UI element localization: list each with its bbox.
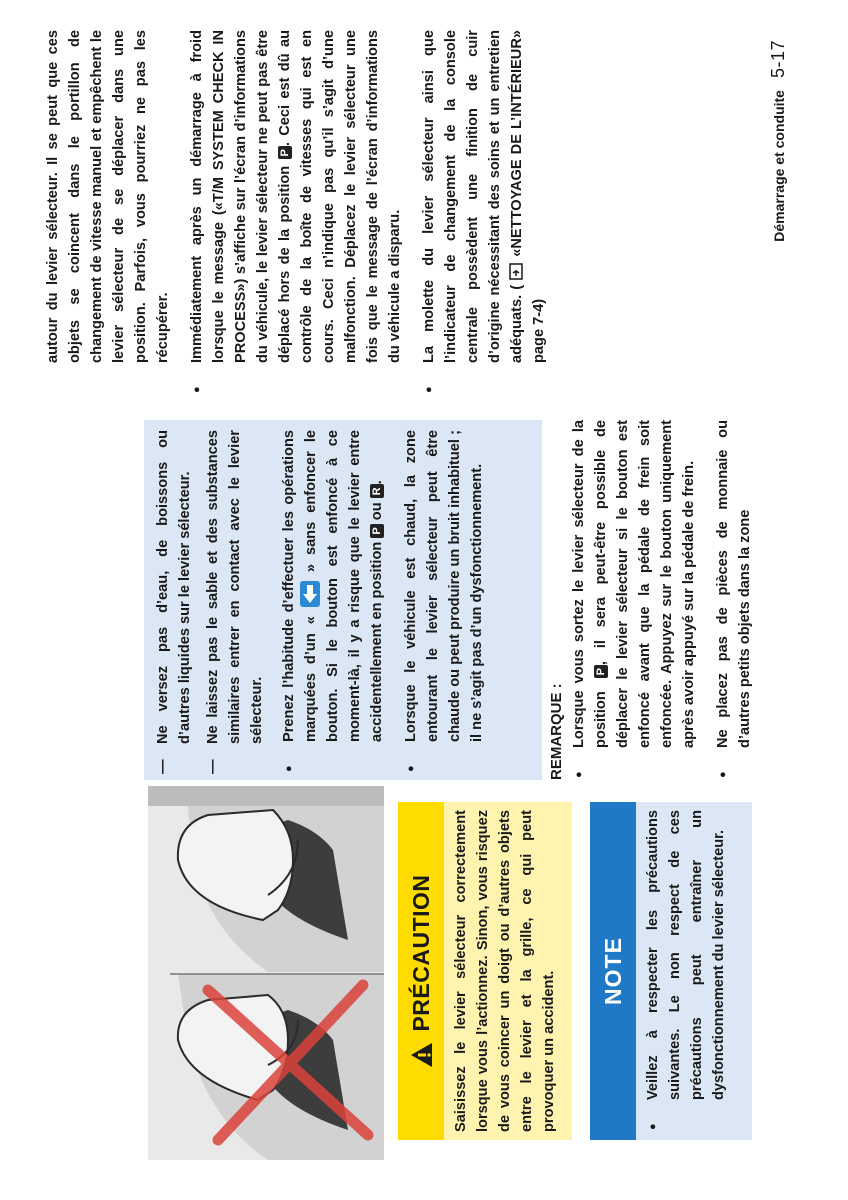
remarque-1-after: , il sera peut-être possible de déplacer le levier sélecteur si le bouton est enfoncé avant que la pédale de frein soit enfoncée. Appuyez sur le bouton uniquement après avoir appuyé sur la pédale de frein.	[593, 420, 697, 748]
precaution-body	[444, 802, 572, 1140]
grip-illustration	[148, 786, 384, 1160]
page-number: 5-17	[768, 40, 788, 79]
remarque-item-2: ● Ne placez pas de pièces de monnaie ou d’autres petits objets dans la zone	[712, 420, 756, 780]
position-r-badge: R	[370, 484, 384, 498]
note-title: NOTE	[599, 937, 626, 1005]
tm-text-before: Immédiatement après un démarrage à froid lorsque le message («T/M SYSTEM CHECK IN PROCESS») s’affiche sur l’écran d’informations du véhicule, le levier sélecteur ne peut pas être déplacé hors de la position	[189, 30, 293, 363]
shift-arrow-icon	[300, 581, 320, 607]
habit-text-before: Prenez l’habitude d’effectuer les opérations marquées d’un «	[281, 430, 319, 742]
knob-text-before: La molette du levier sélecteur ainsi que l’indicateur de changement de la console centrale possèdent une finition de cuir d’origine nécessitant des soins et un entretien adéquats. (	[421, 30, 525, 363]
note-header	[590, 802, 636, 1140]
remarque-title: REMARQUE :	[548, 683, 565, 780]
note-dash-item-sand: — Ne laissez pas le sable et des substances similaires entrer en contact avec le levier sélecteur.	[202, 430, 268, 774]
habit-text-after: » sans enfoncer le bouton. Si le bouton est enfoncé à ce moment-là, il y a risque que le levier entre accidentellement en position	[303, 430, 385, 742]
knob-text-reference[interactable]: «NETTOYAGE DE L’INTÉRIEUR» page 7-4)	[509, 30, 547, 363]
habit-text-ou: ou	[369, 502, 385, 521]
note-intro: ● Veillez à respecter les précautions suivantes. Le non respect de ces précautions peut entraîner un dysfonctionnement du levier sélecteur.	[642, 810, 730, 1132]
remarque-item-tm-system	[186, 30, 406, 395]
section-title: Démarrage et conduite	[771, 90, 787, 242]
position-p-badge: P	[594, 665, 608, 678]
remarque-item-1	[568, 420, 700, 780]
note-dash-item-water: — Ne versez pas d’eau, de boissons ou d’autres liquides sur le levier sélecteur.	[152, 430, 196, 774]
precaution-title: PRÉCAUTION	[407, 874, 434, 1032]
precaution-text: Saisissez le levier sélecteur correctement lorsque vous l’actionnez. Sinon, vous risquez de vous coincer un doigt ou d’autres objets entre le levier et la grille, ce qui peut provoquer un accident.	[453, 810, 557, 1132]
reference-book-icon	[508, 262, 524, 280]
remarque-continuation: autour du levier sélecteur. Il se peut que ces objets se coincent dans le portillon de changement de vitesse manuel et empêchent le levier sélecteur de se déplacer dans une position. Parfois, vous pourriez ne pas les récupérer.	[45, 30, 171, 363]
note-continuation	[144, 420, 542, 780]
remarque-1-before: Lorsque vous sortez le levier sélecteur de la position	[571, 420, 609, 748]
note-body	[636, 802, 752, 1140]
precaution-header	[398, 802, 444, 1140]
remarque-item-knob	[418, 30, 550, 395]
note-bullet-hot: ● Lorsque le véhicule est chaud, la zone entourant le levier sélecteur peut être chaude ou peut produire un bruit inhabituel ; il ne s’agit pas d’un dysfonctionnement.	[400, 430, 488, 774]
page-header	[768, 40, 792, 1160]
position-p-badge: P	[278, 146, 292, 159]
warning-triangle-icon	[410, 1042, 433, 1068]
shift-lever-illustration	[148, 786, 384, 1160]
column-3	[42, 30, 742, 395]
note-bullet-habit	[278, 430, 388, 774]
remarque-section	[546, 420, 756, 780]
position-p-badge: P	[370, 524, 384, 537]
habit-text-end: .	[369, 480, 385, 485]
tm-text-after: . Ceci est dû au contrôle de la boîte de vitesses qui est en cours. Ceci n’indique pas qu’il s’agit d’une malfonction. Déplacez le levier sélecteur une fois que le message de l’écran d’informations du véhicule a disparu.	[277, 30, 403, 363]
